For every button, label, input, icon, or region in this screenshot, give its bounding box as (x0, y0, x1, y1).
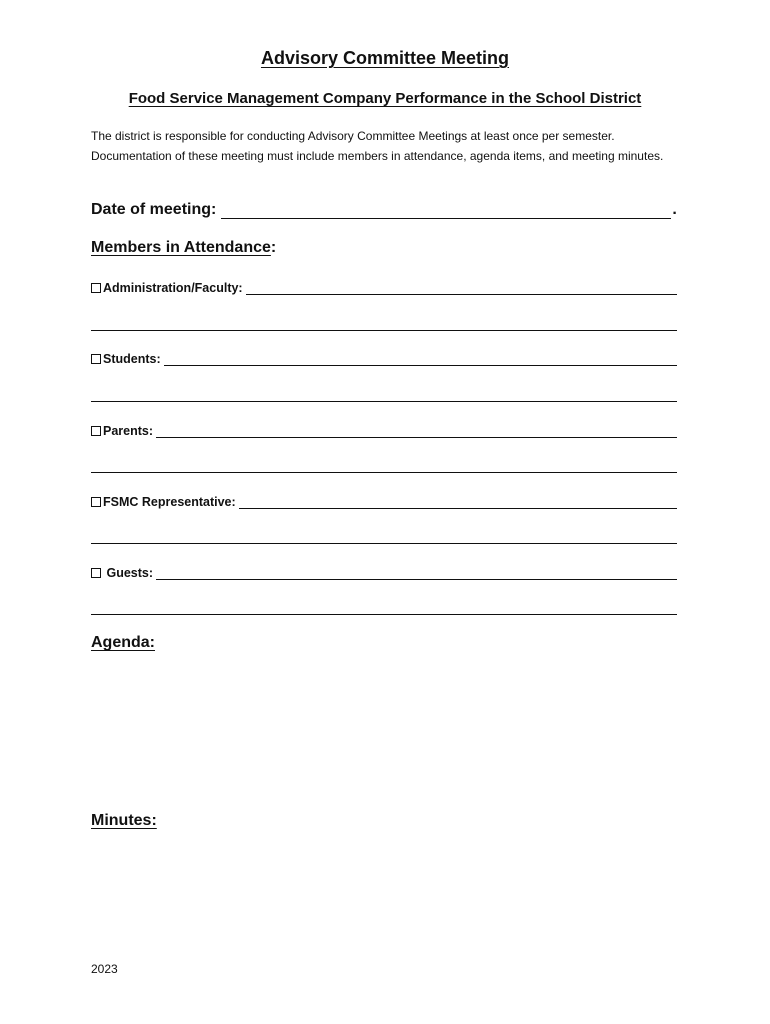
intro-paragraph: The district is responsible for conducting Advisory Committee Meetings at least once per semester. Documentation of these meeting must include members in attendance, agenda items, and meeting minutes. (91, 129, 664, 163)
category-label-administration: Administration/Faculty: (103, 281, 243, 295)
members-heading (91, 239, 276, 257)
date-terminator: . (672, 201, 677, 218)
page-subtitle: Food Service Management Company Performance in the School District (128, 90, 642, 107)
guests-continuation-line[interactable] (91, 614, 677, 615)
guests-input-line[interactable] (156, 567, 677, 580)
fsmc-continuation-line[interactable] (91, 543, 677, 544)
category-row-administration (91, 281, 677, 295)
category-label-fsmc: FSMC Representative: (103, 495, 236, 509)
members-heading-text: Members in Attendance (91, 239, 271, 256)
category-label-parents: Parents: (103, 424, 154, 438)
category-row-students (91, 352, 677, 366)
date-input-line[interactable] (221, 202, 671, 219)
category-label-guests: Guests: (103, 566, 154, 580)
parents-input-line[interactable] (156, 425, 677, 438)
footer-year: 2023 (91, 962, 118, 976)
page-title: Advisory Committee Meeting (260, 48, 510, 68)
administration-continuation-line[interactable] (91, 330, 677, 331)
fsmc-input-line[interactable] (239, 496, 677, 509)
checkbox-students[interactable] (91, 354, 101, 364)
checkbox-fsmc[interactable] (91, 497, 101, 507)
checkbox-administration[interactable] (91, 283, 101, 293)
date-label: Date of meeting: (91, 201, 217, 218)
checkbox-parents[interactable] (91, 426, 101, 436)
administration-input-line[interactable] (246, 282, 677, 295)
agenda-heading: Agenda: (91, 634, 155, 651)
students-input-line[interactable] (164, 353, 677, 366)
parents-continuation-line[interactable] (91, 472, 677, 473)
members-heading-colon: : (270, 239, 277, 256)
category-row-fsmc (91, 495, 677, 509)
students-continuation-line[interactable] (91, 401, 677, 402)
category-row-guests (91, 566, 677, 580)
category-label-students: Students: (103, 352, 161, 366)
checkbox-guests[interactable] (91, 568, 101, 578)
category-row-parents (91, 424, 677, 438)
date-of-meeting-row (91, 201, 681, 219)
minutes-heading: Minutes: (91, 812, 157, 829)
